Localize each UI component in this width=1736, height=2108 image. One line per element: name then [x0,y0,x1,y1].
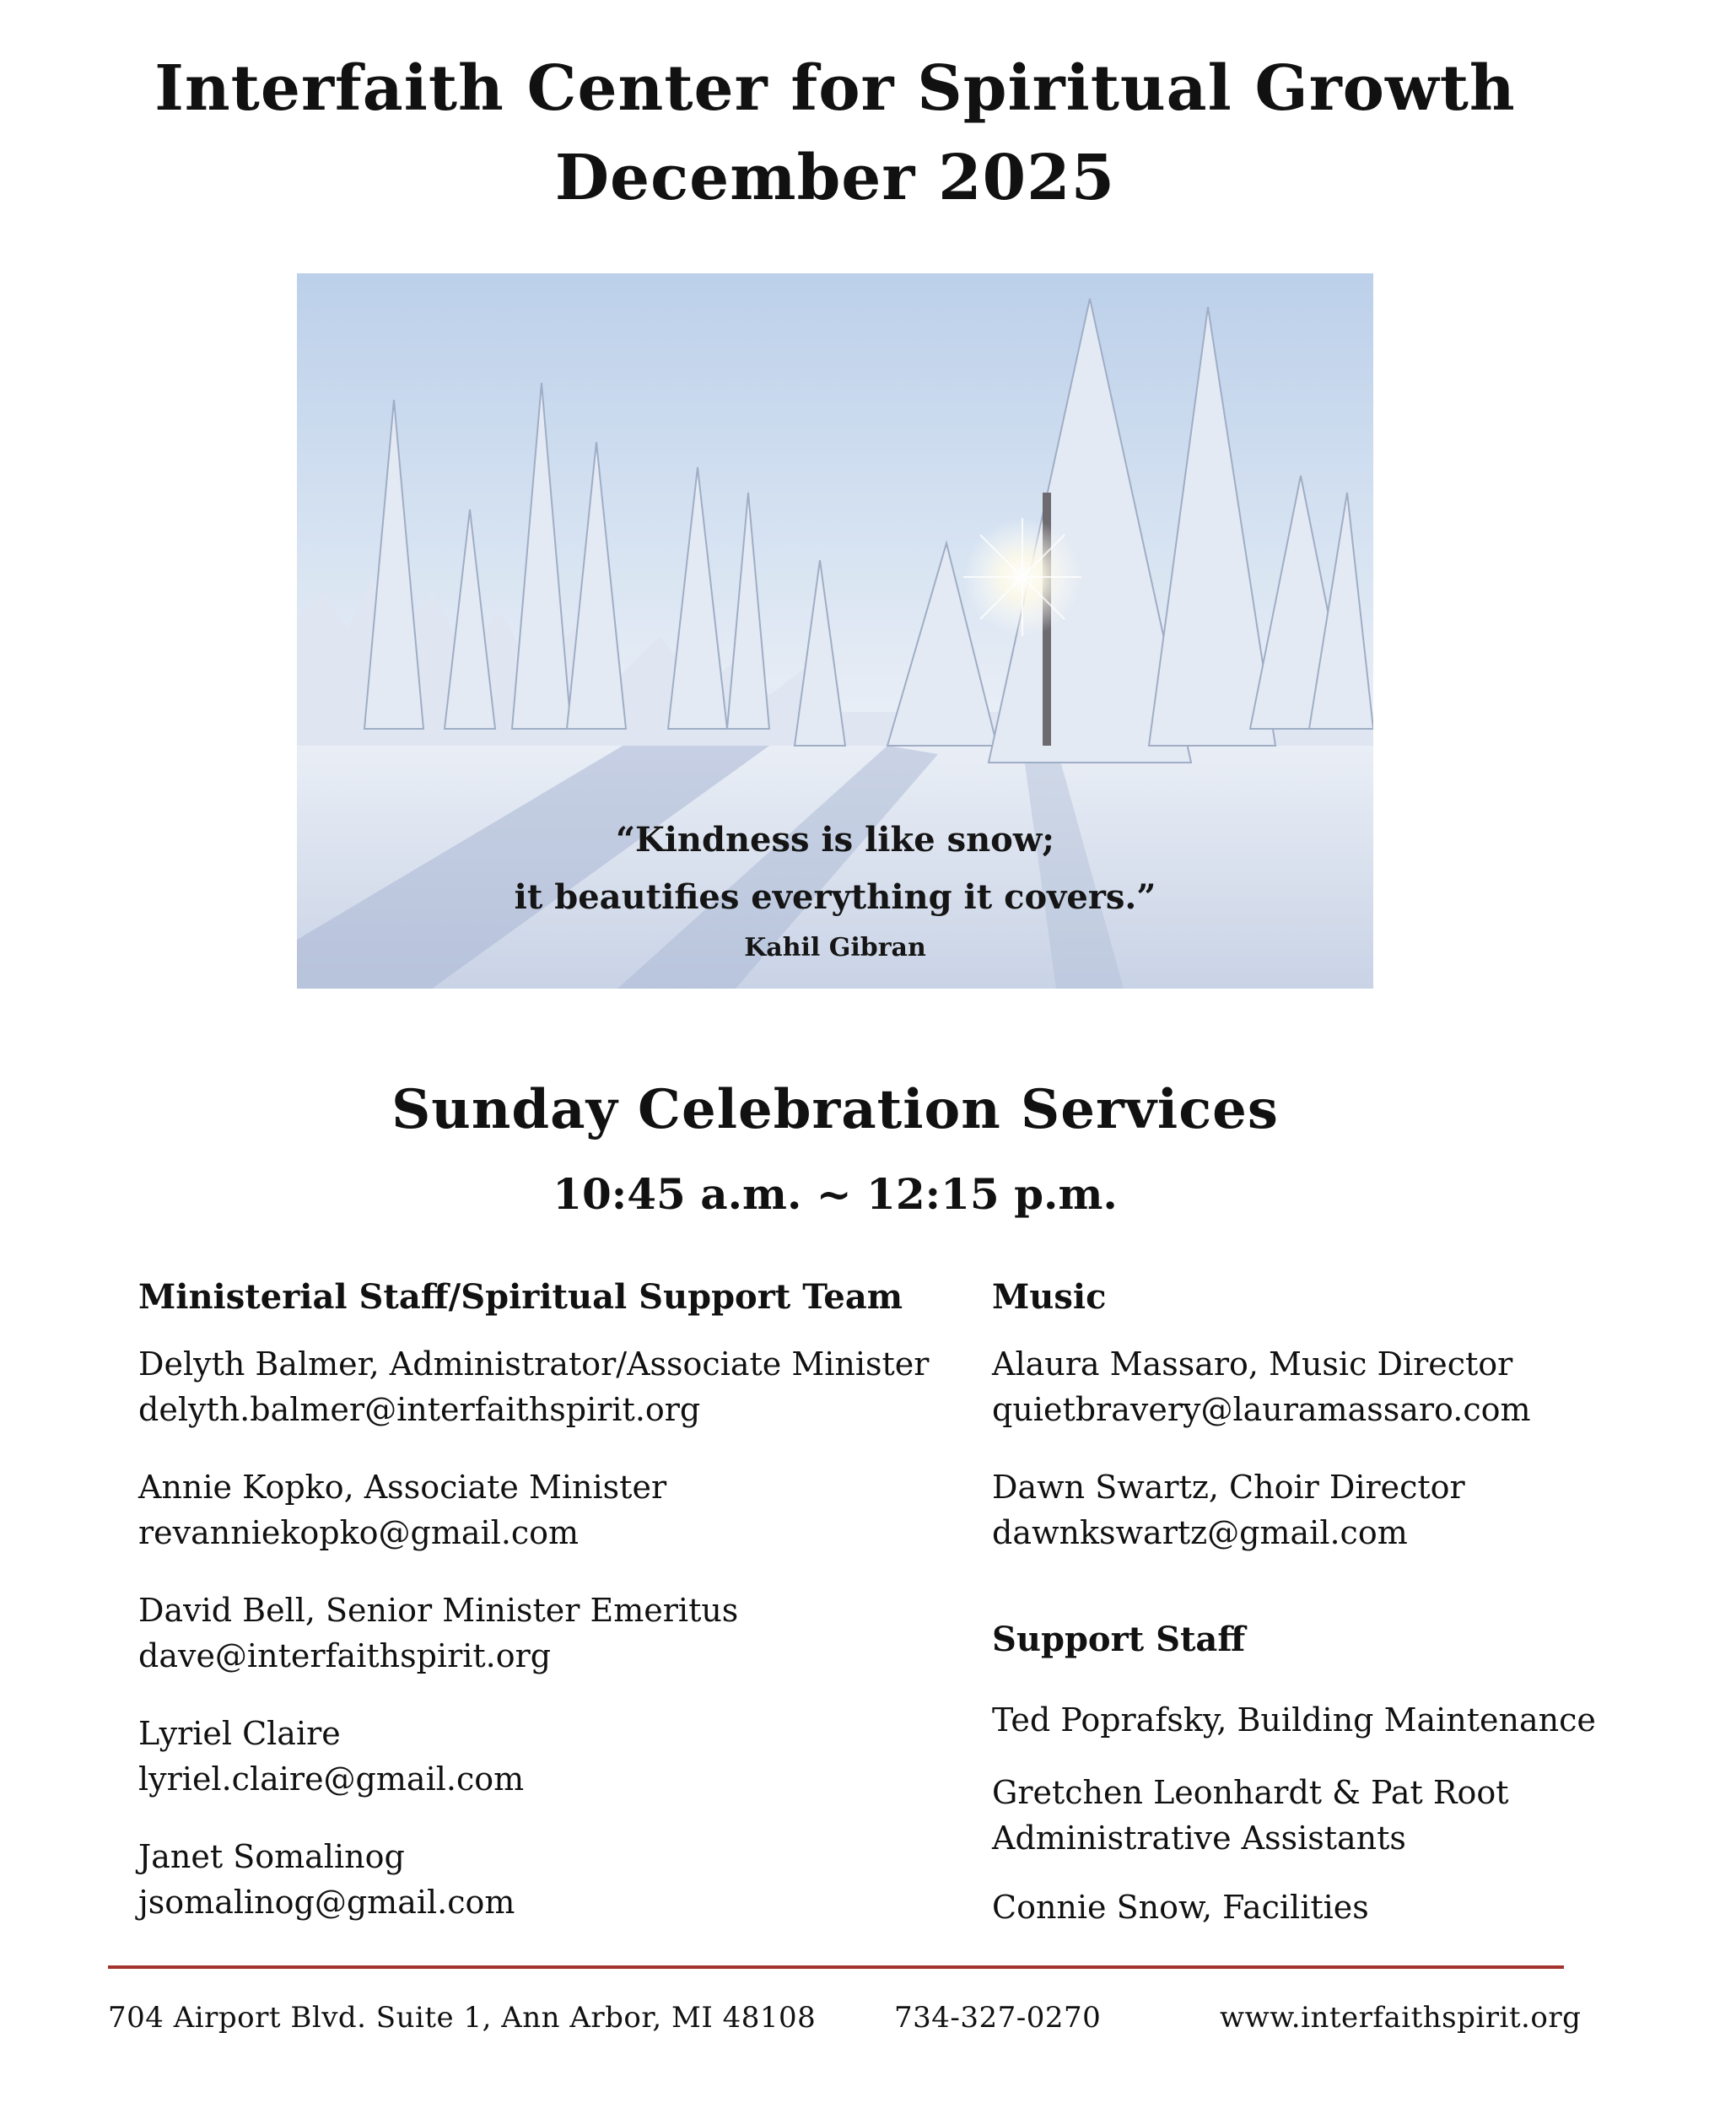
staff-email: quietbravery@lauramassaro.com [992,1391,1531,1428]
staff-name-role: Connie Snow, Facilities [992,1889,1369,1926]
staff-entry [138,1834,515,1925]
footer-website: www.interfaithspirit.org [1220,2001,1582,2035]
staff-role: Administrative Assistants [992,1820,1406,1857]
footer-address: 704 Airport Blvd. Suite 1, Ann Arbor, MI 48108 [108,2001,817,2035]
staff-email: dave@interfaithspirit.org [138,1637,552,1674]
staff-name-role: Annie Kopko, Associate Minister [138,1469,667,1506]
staff-name-role: David Bell, Senior Minister Emeritus [138,1592,739,1629]
staff-name-role: Alaura Massaro, Music Director [992,1345,1513,1383]
staff-entry [992,1770,1509,1861]
staff-name-role: Delyth Balmer, Administrator/Associate Minister [138,1345,930,1383]
staff-name-role: Ted Poprafsky, Building Maintenance [992,1701,1596,1739]
staff-entry [138,1341,929,1432]
staff-entry [138,1588,738,1679]
staff-name-role: Dawn Swartz, Choir Director [992,1469,1465,1506]
staff-email: delyth.balmer@interfaithspirit.org [138,1391,701,1428]
quote-attribution: Kahil Gibran [744,933,926,962]
staff-email: lyriel.claire@gmail.com [138,1760,525,1798]
staff-email: revanniekopko@gmail.com [138,1514,580,1551]
staff-entry [992,1697,1596,1743]
services-time: 10:45 a.m. ~ 12:15 p.m. [553,1169,1118,1219]
ministerial-heading: Ministerial Staff/Spiritual Support Team [138,1277,903,1317]
page-month: December 2025 [554,142,1116,214]
staff-name-role: Janet Somalinog [138,1838,405,1875]
feature-image [297,273,1373,989]
staff-entry [992,1884,1369,1930]
services-heading: Sunday Celebration Services [391,1078,1279,1141]
quote-line-2: it beautifies everything it covers.” [514,877,1156,917]
staff-name-role: Gretchen Leonhardt & Pat Root [992,1774,1509,1811]
footer-divider [108,1965,1564,1969]
staff-entry [992,1464,1465,1555]
staff-email: dawnkswartz@gmail.com [992,1514,1408,1551]
quote-line-1: “Kindness is like snow; [615,820,1055,860]
support-staff-heading: Support Staff [992,1620,1246,1659]
page-title: Interfaith Center for Spiritual Growth [154,52,1516,125]
music-heading: Music [992,1277,1107,1317]
staff-entry [992,1341,1531,1432]
staff-entry [138,1464,666,1555]
footer-phone: 734-327-0270 [894,2001,1102,2035]
staff-email: jsomalinog@gmail.com [138,1884,515,1921]
staff-entry [138,1711,524,1802]
staff-name-role: Lyriel Claire [138,1715,341,1752]
